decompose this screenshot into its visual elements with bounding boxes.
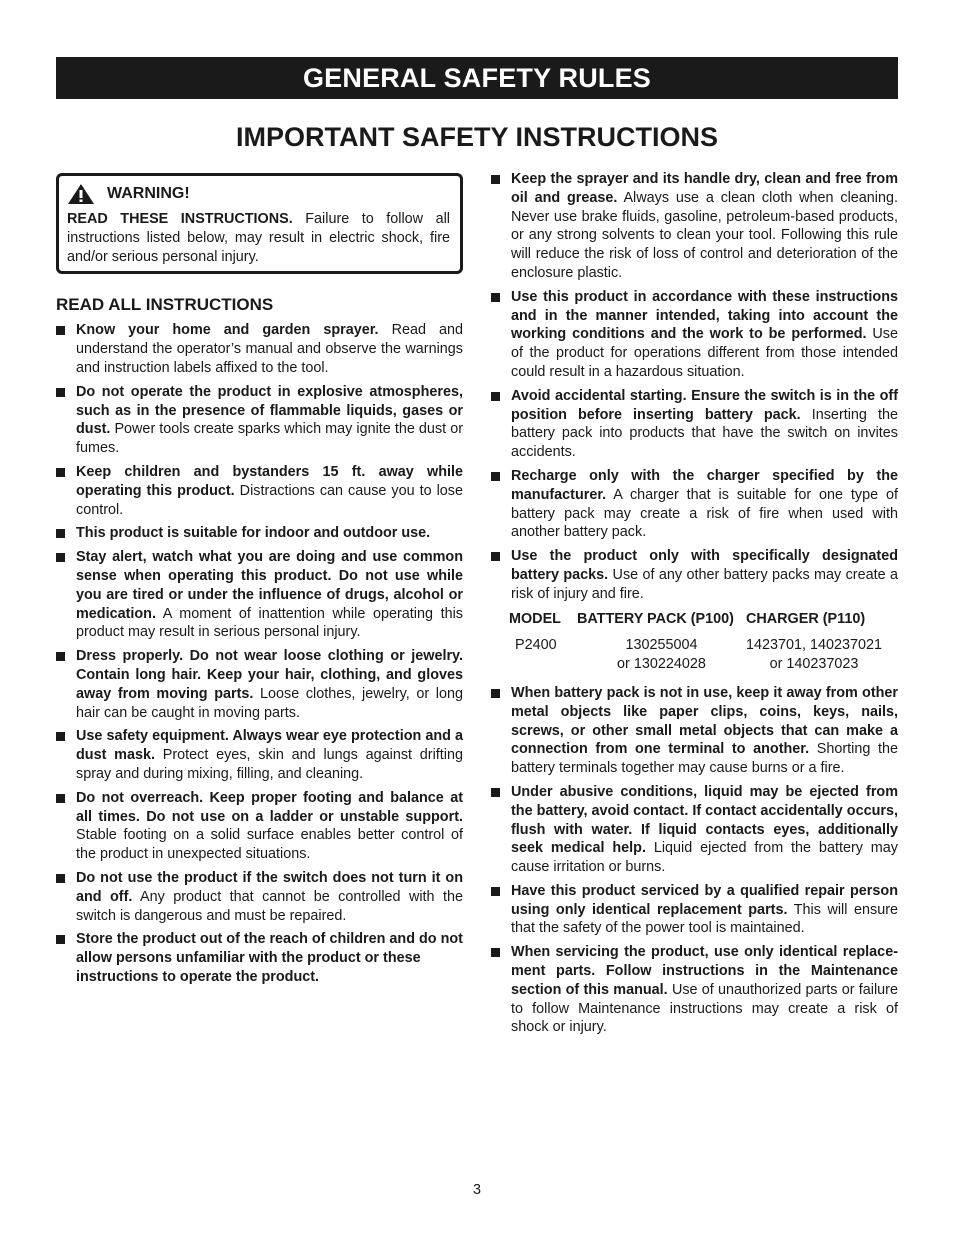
rule-bold: Use this product in accordance with these instructions and in the manner intended, taking into account the working conditions and the work to be performed. (511, 288, 898, 343)
rule-text: Use of unauthorized parts or failure to follow Maintenance instructions may create a risk of shock or injury. (511, 981, 898, 1036)
bullet (491, 689, 500, 698)
rule-bold: This product is suitable for indoor and outdoor use. (76, 525, 431, 542)
right-rules-list-b (491, 684, 898, 1037)
list-item (491, 387, 898, 462)
bullet (56, 935, 65, 944)
rule-text: Loose clothes, jewelry, or long hair can be caught in moving parts. (76, 685, 463, 721)
bullet (56, 652, 65, 661)
bullet (56, 874, 65, 883)
rule-text: A moment of inattention while operating this product may result in serious personal injury. (76, 605, 463, 641)
list-item (56, 727, 463, 783)
page-subtitle: IMPORTANT SAFETY INSTRUCTIONS (235, 122, 718, 152)
bullet (491, 392, 500, 401)
rule-bold: Dress properly. Do not wear loose clothing or jewelry. Contain long hair. Keep your hair, clothing, and gloves away from moving parts. (76, 648, 463, 702)
rule-text: Any product that cannot be controlled with the switch is dangerous and must be repaired. (76, 888, 463, 924)
table-header: MODEL (509, 610, 561, 627)
list-item (491, 170, 898, 283)
right-rules-list-a (491, 170, 898, 604)
warning-header (67, 183, 450, 205)
list-item (56, 463, 463, 519)
rule-text: Inserting the battery pack into products that have the switch on invites accidents. (511, 406, 898, 461)
rule-text: A charger that is suitable for one type of battery pack may create a risk of fire when used with another battery pack. (511, 486, 898, 541)
rule-bold: When servicing the product, use only identical replace-ment parts. Follow instructions in the Maintenance section of this manual. (511, 944, 898, 998)
bullet (56, 529, 65, 538)
rule-text: Read and understand the operator’s manual and observe the warnings and instruction labels affixed to the tool. (76, 322, 463, 376)
table-cell-charger (746, 636, 882, 674)
table-header: BATTERY PACK (P100) (576, 610, 734, 627)
read-all-heading: READ ALL INSTRUCTIONS (56, 295, 274, 315)
list-item (56, 548, 463, 642)
bullet (491, 552, 500, 561)
warning-title: WARNING! (107, 184, 190, 202)
rule-text: Shorting the battery terminals together may cause burns or a fire. (511, 741, 898, 777)
list-item (491, 684, 898, 778)
battery-value-1: 130255004 (625, 637, 698, 654)
list-item (56, 647, 463, 722)
warning-bold-text: READ THESE INSTRUCTIONS. (67, 211, 293, 227)
charger-value-2: or 140237023 (769, 656, 859, 673)
bullet (56, 553, 65, 562)
bullet (491, 472, 500, 481)
rule-bold: Do not operate the product in explosive atmospheres, such as in the presence of flammable liquids, gases or dust. (76, 383, 463, 438)
rule-bold: Use the product only with specifically designated battery packs. (511, 548, 898, 583)
list-item (56, 930, 463, 986)
table-row (509, 636, 882, 674)
page-number: 3 (472, 1182, 481, 1198)
rule-text: Use of any other battery packs may create a risk of injury and fire. (511, 566, 898, 602)
section-banner: GENERAL SAFETY RULES (56, 57, 898, 99)
left-column (56, 170, 463, 992)
battery-value-2: or 130224028 (617, 656, 706, 673)
bullet (491, 887, 500, 896)
bullet (56, 388, 65, 397)
list-item (491, 547, 898, 603)
list-item (491, 943, 898, 1037)
rule-bold: Keep the sprayer and its handle dry, clean and free from oil and grease. (511, 171, 898, 206)
list-item (56, 321, 463, 377)
bullet (491, 175, 500, 184)
list-item (56, 524, 463, 543)
table-cell-battery (577, 636, 746, 674)
bullet (491, 293, 500, 302)
warning-text (67, 210, 450, 266)
list-item (491, 882, 898, 938)
rule-bold: Stay alert, watch what you are doing and use common sense when operating this product. Do not use while you are tired or under the influence of drugs, alcohol or medication. (76, 549, 463, 622)
table-header: CHARGER (P110) (745, 610, 866, 627)
rule-bold: Avoid accidental starting. Ensure the switch is in the off position before inserting battery pack. (511, 387, 898, 423)
bullet (491, 788, 500, 797)
rule-bold: Have this product serviced by a qualified repair person using only identical replacement parts. (511, 882, 898, 918)
warning-body-text: Failure to follow all instructions listed below, may result in electric shock, fire and/or serious personal injury. (67, 211, 450, 265)
rule-bold: Keep children and bystanders 15 ft. away while operating this product. (76, 463, 463, 499)
left-rules-list (56, 321, 463, 986)
list-item (56, 383, 463, 458)
rule-text: Distractions can cause you to lose control. (76, 482, 463, 518)
bullet (56, 468, 65, 477)
rule-bold: Know your home and garden sprayer. (76, 322, 379, 339)
bullet (56, 326, 65, 335)
rule-bold: Recharge only with the charger specified by the manufacturer. (511, 467, 898, 503)
warning-box (56, 173, 463, 274)
bullet (491, 948, 500, 957)
bullet (56, 732, 65, 741)
rule-text: Always use a clean cloth when cleaning. Never use brake fluids, gasoline, petroleum-based products, or any strong solvents to clean your tool. Following this rule will reduce the risk of loss of control and deterioration of the enclosure plastic. (511, 189, 898, 281)
list-item (56, 789, 463, 864)
table-cell-model (509, 636, 577, 674)
list-item (56, 869, 463, 925)
rule-text: Power tools create sparks which may ignite the dust or fumes. (76, 421, 463, 457)
rule-bold: When battery pack is not in use, keep it away from other metal objects like paper clips, coins, keys, nails, screws, or other small metal objects that can make a connection from one terminal to another. (511, 684, 898, 758)
rule-text: Liquid ejected from the battery may cause irritation or burns. (511, 840, 898, 876)
rule-bold: Use safety equipment. Always wear eye protection and a dust mask. (76, 728, 463, 764)
model-value: P2400 (515, 637, 557, 654)
bullet (56, 794, 65, 803)
list-item (491, 467, 898, 542)
rule-text: This will ensure that the safety of the power tool is maintained. (511, 901, 898, 937)
table-header-row (509, 610, 882, 637)
charger-value-1: 1423701, 140237021 (745, 637, 883, 654)
rule-bold: Do not use the product if the switch does not turn it on and off. (76, 869, 463, 905)
rule-bold: Under abusive conditions, liquid may be ejected from the battery, avoid contact. If contact accidentally occurs, flush with water. If liquid contacts eyes, additionally seek medical help. (511, 783, 898, 857)
model-table (509, 610, 882, 674)
list-item (491, 288, 898, 382)
rule-bold: Store the product out of the reach of children and do not allow persons unfamiliar with the product or these instructions to operate the product. (76, 931, 463, 985)
list-item (491, 783, 898, 877)
rule-text: Stable footing on a solid surface enables better control of the product in unexpected situations. (76, 827, 463, 863)
rule-text: Protect eyes, skin and lungs against drifting spray and during mixing, filling, and cleaning. (76, 747, 463, 782)
warning-triangle-icon (67, 183, 95, 205)
rule-text: Use of the product for operations different from those intended could result in a hazardous situation. (511, 326, 899, 380)
right-column (491, 170, 898, 1042)
rule-bold: Do not overreach. Keep proper footing and balance at all times. Do not use on a ladder or unstable support. (76, 789, 463, 825)
